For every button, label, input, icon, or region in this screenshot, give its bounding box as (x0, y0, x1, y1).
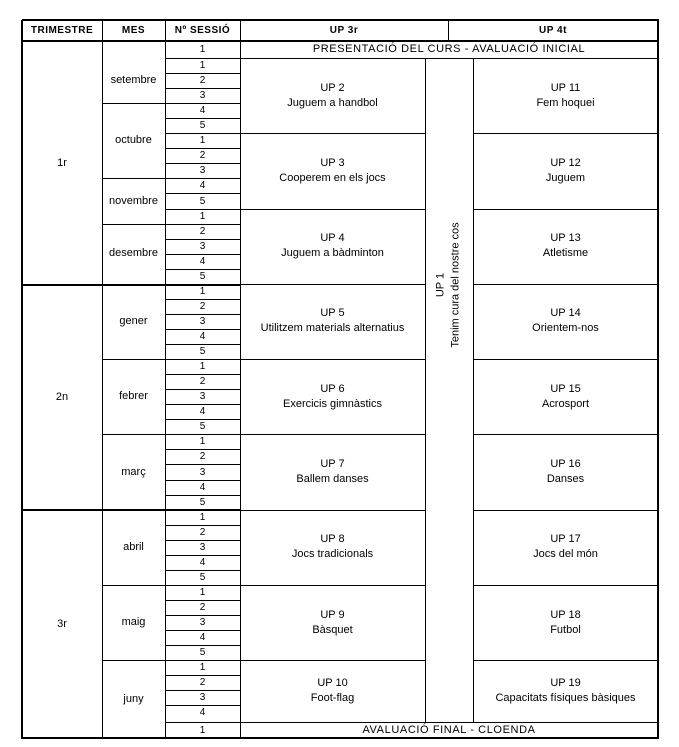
session-number: 1 (199, 436, 206, 448)
month-label: maig (121, 616, 146, 629)
session-number: 1 (199, 361, 206, 373)
session-number: 3 (199, 617, 206, 629)
month-label: febrer (119, 390, 148, 403)
session-number: 2 (199, 677, 206, 689)
unit-title: Cooperem en els jocs (279, 171, 386, 184)
trimester-label: 3r (57, 617, 67, 630)
month-label: desembre (109, 247, 158, 260)
session-number: 4 (199, 481, 206, 493)
session-number: 5 (199, 496, 206, 508)
unit-code: UP 11 (550, 81, 581, 94)
session-number: 2 (199, 75, 206, 87)
month-label: gener (119, 314, 148, 327)
unit-title: Juguem (545, 171, 586, 184)
session-number: 3 (199, 466, 206, 478)
unit-title: Danses (546, 473, 585, 485)
session-number: 5 (199, 571, 206, 583)
session-number: 1 (199, 662, 206, 674)
banner-avaluacio-final: AVALUACIÓ FINAL - CLOENDA (362, 723, 536, 736)
trimester-label: 1r (57, 156, 67, 169)
unit-title: Ballem danses (296, 473, 369, 485)
header-trimestre: TRIMESTRE (30, 25, 94, 36)
unit-code: UP 2 (320, 81, 345, 94)
unit-cell (240, 660, 425, 722)
unit-code: UP 7 (320, 458, 345, 470)
up1-cell (425, 58, 473, 512)
header-up4: UP 4t (539, 25, 567, 36)
unit-cell (473, 359, 658, 434)
unit-code: UP 5 (320, 307, 345, 320)
unit-title: Orientem-nos (532, 322, 599, 335)
session-number: 2 (199, 150, 206, 162)
grid-line (22, 19, 659, 21)
unit-code: UP 13 (550, 232, 581, 245)
unit-cell (240, 133, 425, 208)
session-number: 2 (199, 526, 206, 538)
unit-cell (473, 585, 658, 660)
session-number: 3 (199, 165, 206, 177)
up1-title: Tenim cura del nostre cos (450, 222, 462, 348)
session-number: 3 (199, 541, 206, 553)
banner-presentacio: PRESENTACIÓ DEL CURS - AVALUACIÓ INICIAL (312, 43, 586, 55)
session-number: 1 (199, 210, 206, 222)
session-number: 3 (199, 315, 206, 327)
unit-code: UP 17 (550, 533, 581, 546)
unit-code: UP 16 (550, 458, 581, 470)
unit-code: UP 6 (320, 382, 345, 395)
unit-cell (240, 359, 425, 434)
unit-code: UP 15 (550, 382, 581, 395)
unit-title: Exercicis gimnàstics (282, 397, 383, 410)
unit-title: Foot-flag (310, 692, 355, 705)
month-label: març (121, 465, 146, 478)
grid-line (22, 40, 659, 42)
month-label: abril (123, 540, 144, 553)
unit-cell (240, 510, 425, 585)
unit-title: Acrosport (541, 397, 590, 410)
trimester-label: 2n (55, 391, 69, 403)
unit-title: Jocs del món (533, 548, 598, 561)
header-sessio: Nº SESSIÓ (174, 25, 231, 36)
unit-title: Jocs tradicionals (291, 548, 374, 561)
unit-title: Fem hoquei (536, 96, 595, 109)
unit-cell (240, 209, 425, 284)
session-number: 5 (199, 270, 206, 282)
unit-title: Capacitats físiques bàsiques (495, 692, 636, 705)
session-number: 4 (199, 331, 206, 342)
unit-code: UP 3 (320, 156, 345, 169)
unit-code: UP 9 (320, 608, 345, 621)
session-number: 4 (199, 105, 206, 117)
session-number: 5 (199, 421, 206, 433)
session-number: 2 (199, 601, 206, 613)
month-label: setembre (110, 74, 157, 87)
session-number: 4 (199, 632, 206, 644)
header-up3: UP 3r (329, 25, 359, 36)
unit-cell (240, 58, 425, 133)
session-number: 4 (199, 180, 206, 192)
session-number: 3 (199, 692, 206, 704)
unit-code: UP 4 (320, 232, 345, 245)
unit-code: UP 18 (550, 608, 581, 621)
session-number: 5 (199, 346, 206, 358)
session-number: 4 (199, 406, 206, 418)
unit-code: UP 14 (550, 307, 581, 320)
session-number: 4 (199, 707, 206, 719)
session-number: 1 (199, 135, 206, 147)
session-number: 3 (199, 391, 206, 403)
up1-code: UP 1 (435, 272, 447, 298)
unit-cell (473, 133, 658, 208)
header-mes: MES (121, 25, 146, 36)
month-label: juny (123, 692, 144, 705)
session-number: 2 (199, 225, 206, 237)
session-number: 1 (199, 511, 206, 523)
session-number: 1 (199, 44, 206, 55)
unit-cell (473, 284, 658, 359)
unit-title: Juguem a bàdminton (281, 247, 384, 260)
session-number: 1 (199, 586, 206, 598)
session-number: 1 (199, 724, 206, 736)
session-number: 5 (199, 195, 206, 207)
session-number: 4 (199, 556, 206, 568)
unit-cell (240, 585, 425, 660)
unit-code: UP 8 (320, 533, 345, 546)
grid-line (448, 20, 449, 42)
session-number: 3 (199, 240, 206, 252)
session-number: 2 (199, 300, 206, 312)
unit-cell (473, 660, 658, 722)
unit-title: Utilitzem materials alternatius (260, 322, 405, 335)
unit-title: Juguem a handbol (287, 96, 378, 109)
unit-code: UP 12 (550, 156, 581, 169)
session-number: 1 (199, 285, 206, 297)
unit-cell (473, 209, 658, 284)
session-number: 2 (199, 376, 206, 388)
unit-cell (473, 58, 658, 133)
unit-title: Futbol (550, 623, 581, 636)
unit-cell (473, 434, 658, 509)
month-label: octubre (115, 134, 152, 147)
session-number: 1 (199, 60, 206, 72)
unit-cell (240, 434, 425, 509)
session-number: 5 (199, 120, 206, 132)
session-number: 5 (199, 647, 206, 659)
session-number: 2 (199, 451, 206, 463)
grid-line (425, 58, 426, 723)
session-number: 4 (199, 255, 206, 267)
unit-cell (240, 284, 425, 359)
unit-code: UP 19 (550, 677, 581, 690)
unit-title: Atletisme (542, 247, 589, 260)
month-label: novembre (109, 194, 158, 207)
unit-cell (473, 510, 658, 585)
unit-title: Bàsquet (312, 623, 353, 636)
unit-code: UP 10 (317, 677, 348, 690)
session-number: 3 (199, 90, 206, 102)
